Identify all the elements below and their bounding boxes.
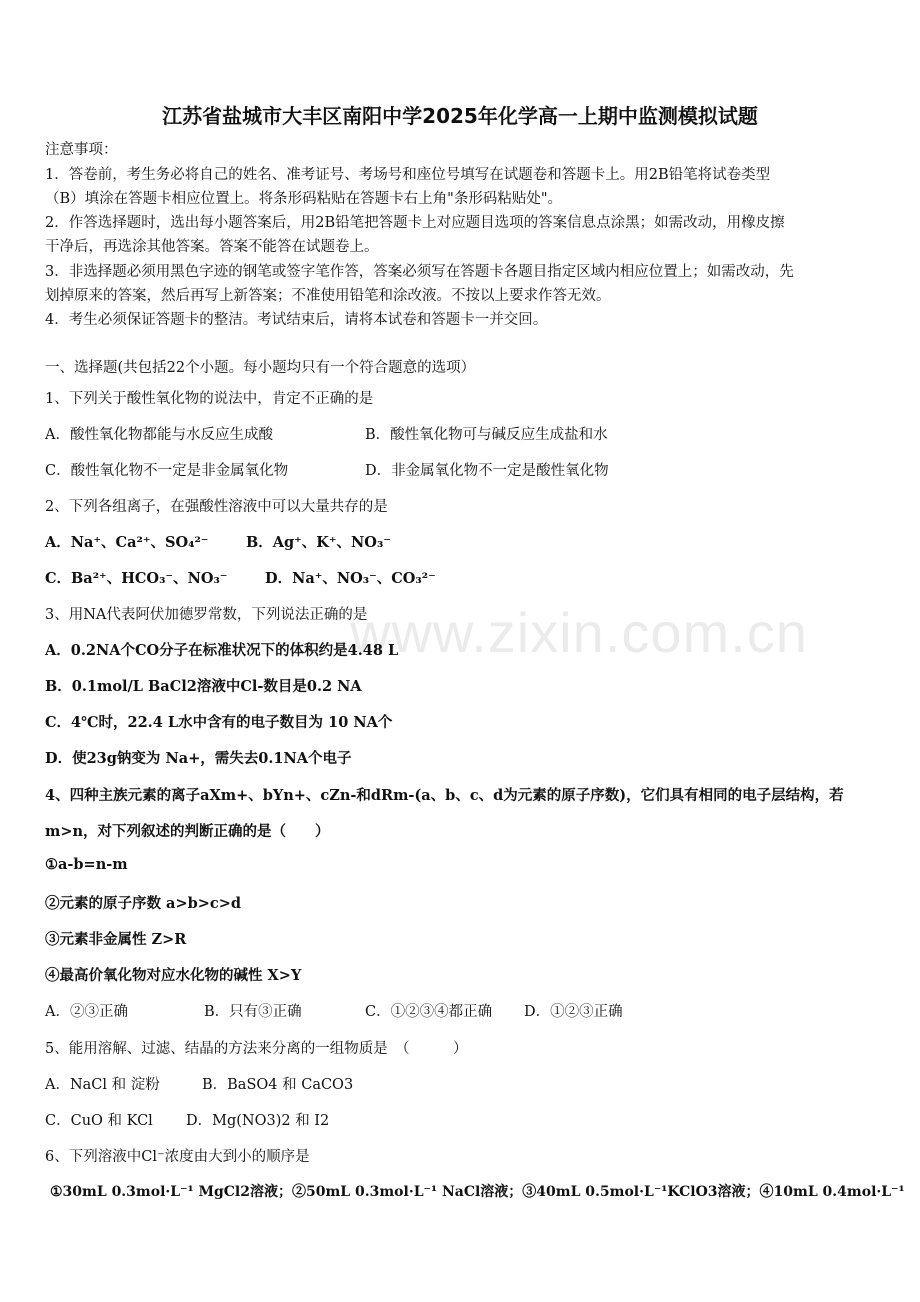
- question-4-option-c: C．①②③④都正确: [365, 1004, 493, 1020]
- question-1-option-d: D．非金属氧化物不一定是酸性氧化物: [365, 463, 609, 479]
- question-1-option-a: A．酸性氧化物都能与水反应生成酸: [45, 427, 273, 443]
- question-3-option-c: C．4℃时，22.4 L水中含有的电子数目为 10 NA个: [45, 714, 393, 731]
- notice-line-2: （B）填涂在答题卡相应位置上。将条形码粘贴在答题卡右上角"条形码粘贴处"。: [45, 191, 562, 207]
- question-1-option-b: B．酸性氧化物可与碱反应生成盐和水: [365, 427, 608, 443]
- question-2-option-a: A．Na⁺、Ca²⁺、SO₄²⁻: [45, 534, 209, 551]
- question-3-stem: 3、用NA代表阿伏加德罗常数，下列说法正确的是: [45, 607, 368, 623]
- notice-heading: 注意事项：: [45, 142, 118, 158]
- question-4-option-b: B．只有③正确: [204, 1004, 302, 1020]
- question-2-stem: 2、下列各组离子，在强酸性溶液中可以大量共存的是: [45, 499, 388, 515]
- notice-line-5: 3．非选择题必须用黑色字迹的钢笔或签字笔作答，答案必须写在答题卡各题目指定区域内相应位置上；如需改动，先: [45, 264, 794, 280]
- question-4-statement-1: ①a-b=n-m: [45, 856, 128, 873]
- question-4-stem-line-1: 4、四种主族元素的离子aXm+、bYn+、cZn-和dRm-(a、b、c、d为元素的原子序数)，它们具有相同的电子层结构，若: [45, 787, 844, 804]
- question-4-stem-line-2: m>n，对下列叙述的判断正确的是（ ）: [45, 823, 330, 840]
- notice-line-4: 干净后，再选涂其他答案。答案不能答在试题卷上。: [45, 239, 379, 255]
- question-5-option-b: B．BaSO4 和 CaCO3: [202, 1077, 354, 1093]
- notice-line-7: 4．考生必须保证答题卡的整洁。考试结束后，请将本试卷和答题卡一并交回。: [45, 312, 548, 328]
- section-heading: 一、选择题(共包括22个小题。每小题均只有一个符合题意的选项）: [45, 360, 476, 376]
- watermark: www.zixin.com.cn: [350, 601, 808, 664]
- question-3-option-a: A．0.2NA个CO分子在标准状况下的体积约是4.48 L: [45, 642, 399, 659]
- notice-line-6: 划掉原来的答案，然后再写上新答案；不准使用铅笔和涂改液。不按以上要求作答无效。: [45, 288, 611, 304]
- question-5-stem: 5、能用溶解、过滤、结晶的方法来分离的一组物质是 （ ）: [45, 1041, 468, 1057]
- notice-line-1: 1．答卷前，考生务必将自己的姓名、准考证号、考场号和座位号填写在试题卷和答题卡上。用2B铅笔将试卷类型: [45, 167, 771, 183]
- question-5-option-d: D．Mg(NO3)2 和 I2: [186, 1113, 330, 1129]
- question-6-solutions: ①30mL 0.3mol·L⁻¹ MgCl2溶液；②50mL 0.3mol·L⁻¹ NaCl溶液；③40mL 0.5mol·L⁻¹KClO3溶液；④10mL 0.4mol·L⁻¹: [50, 1184, 905, 1200]
- question-5-option-c: C．CuO 和 KCl: [45, 1113, 153, 1129]
- question-2-option-b: B．Ag⁺、K⁺、NO₃⁻: [246, 534, 391, 551]
- question-4-option-a: A．②③正确: [45, 1004, 128, 1020]
- notice-line-3: 2．作答选择题时，选出每小题答案后，用2B铅笔把答题卡上对应题目选项的答案信息点涂黑；如需改动，用橡皮擦: [45, 215, 785, 231]
- question-1-option-c: C．酸性氧化物不一定是非金属氧化物: [45, 463, 289, 479]
- question-4-option-d: D．①②③正确: [524, 1004, 623, 1020]
- question-6-stem: 6、下列溶液中Cl⁻浓度由大到小的顺序是: [45, 1149, 310, 1165]
- question-4-statement-4: ④最高价氧化物对应水化物的碱性 X>Y: [45, 967, 302, 984]
- question-4-statement-2: ②元素的原子序数 a>b>c>d: [45, 895, 241, 912]
- question-3-option-b: B．0.1mol/L BaCl2溶液中Cl-数目是0.2 NA: [45, 678, 362, 695]
- question-3-option-d: D．使23g钠变为 Na+，需失去0.1NA个电子: [45, 750, 352, 767]
- question-2-option-d: D．Na⁺、NO₃⁻、CO₃²⁻: [265, 570, 436, 587]
- question-4-statement-3: ③元素非金属性 Z>R: [45, 931, 187, 948]
- question-2-option-c: C．Ba²⁺、HCO₃⁻、NO₃⁻: [45, 570, 228, 587]
- exam-title: 江苏省盐城市大丰区南阳中学2025年化学高一上期中监测模拟试题: [162, 104, 758, 128]
- question-5-option-a: A．NaCl 和 淀粉: [45, 1077, 160, 1093]
- question-1-stem: 1、下列关于酸性氧化物的说法中，肯定不正确的是: [45, 391, 374, 407]
